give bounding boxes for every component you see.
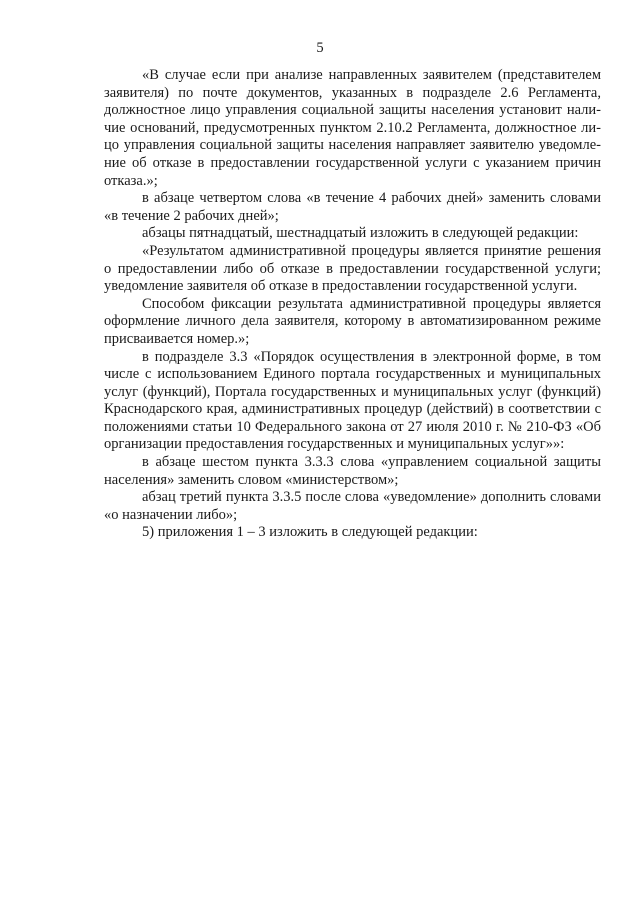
- paragraph-subsection-3-3: в подразделе 3.3 «Порядок осуществления в электронной форме, в том числе с использованием Единого портала государственных и муниципальных услуг (функций), Портала государственных и муниципальных услуг (функций) Краснодарского края, административных процедур (действий) в соответствии с положениями статьи 10 Федерального закона от 27 июля 2010 г. № 210-ФЗ «Об организации предоставления государственных и муниципальных услуг»»:: [104, 348, 601, 453]
- paragraph-refusal-notice: «В случае если при анализе направленных заявителем (представителем заявителя) по почте документов, указанных в подразделе 2.6 Регламента, должностное лицо управления социальной защиты населения установит наличие оснований, предусмотренных пунктом 2.10.2 Регламента, должностное лицо управления социальной защиты населения направляет заявителю уведомление об отказе в предоставлении государственной услуги с указанием причин отказа.»;: [104, 67, 601, 189]
- paragraph-clause-3-3-5: абзац третий пункта 3.3.5 после слова «уведомление» дополнить словами «о назначении либо»;: [104, 489, 601, 523]
- paragraph-result-recording: Способом фиксации результата административной процедуры является оформление личного дела заявителя, которому в автоматизированном режиме присваивается номер.»;: [104, 295, 601, 347]
- document-body: [104, 67, 601, 542]
- paragraph-revision-intro: абзацы пятнадцатый, шестнадцатый изложить в следующей редакции:: [142, 225, 579, 242]
- paragraph-clause-3-3-3: в абзаце шестом пункта 3.3.3 слова «управлением социальной защиты населения» заменить словом «министерством»;: [104, 454, 601, 488]
- paragraph-deadline-change: в абзаце четвертом слова «в течение 4 рабочих дней» заменить словами «в течение 2 рабочих дней»;: [104, 190, 601, 224]
- paragraph-appendices: 5) приложения 1 – 3 изложить в следующей редакции:: [142, 524, 478, 541]
- paragraph-procedure-result: «Результатом административной процедуры является принятие решения о предоставлении либо об отказе в предоставлении государственной услуги; уведомление заявителя об отказе в предоставлении государственной услуги.: [104, 242, 601, 295]
- page-number: 5: [316, 40, 324, 56]
